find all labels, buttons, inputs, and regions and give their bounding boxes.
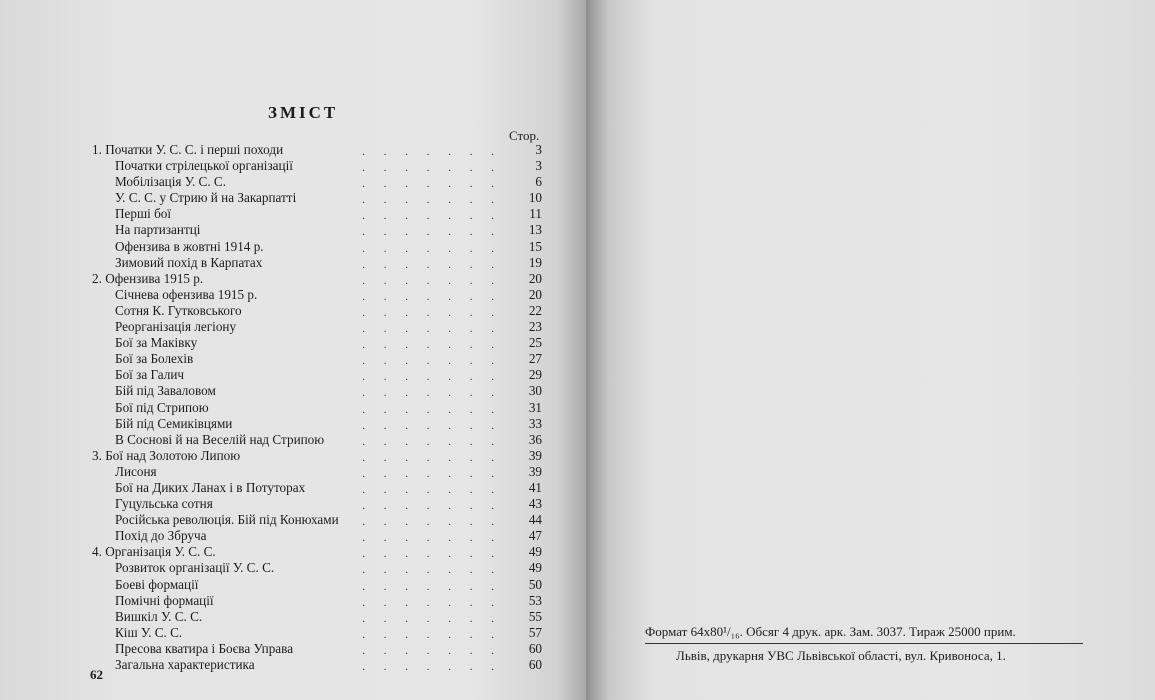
toc-entry (92, 335, 542, 351)
toc-entry (92, 641, 542, 657)
leader-dots: . . . . . . . (362, 146, 502, 158)
toc-entry-page: 30 (528, 383, 542, 399)
toc-entry (92, 271, 542, 287)
toc-entry-page: 55 (528, 608, 542, 624)
leader-dots: . . . . . . . (362, 194, 502, 207)
toc-entry-page: 3 (535, 142, 542, 157)
leader-dots: . . . . . . . (362, 387, 502, 400)
toc-entry (92, 190, 542, 206)
leader-dots: . . . . . . . (362, 274, 502, 287)
leader-dots: . . . . . . . (362, 162, 502, 175)
toc-entry-title: 1. Початки У. С. С. і перші походи (92, 142, 284, 157)
toc-entry-title: Загальна характеристика (115, 657, 255, 672)
leader-dots: . . . . . . . (362, 419, 502, 432)
toc-entry-title: Розвиток організації У. С. С. (115, 560, 275, 576)
toc-entry-title: У. С. С. у Стрию й на Закарпатті (115, 190, 297, 206)
toc-entry-title: В Соснові й на Веселій над Стрипою (115, 431, 325, 447)
toc-entry-page: 22 (528, 302, 542, 318)
toc-entry (92, 303, 542, 319)
toc-entry-page: 39 (528, 463, 542, 479)
toc-entry-page: 49 (528, 544, 542, 560)
toc-entry-page: 10 (528, 190, 542, 206)
toc-entry-title: Початки стрілецької організації (115, 158, 293, 174)
leader-dots: . . . . . . . (362, 242, 502, 255)
toc-entry-page: 20 (528, 270, 542, 286)
toc-entry (92, 319, 542, 335)
leader-dots: . . . . . . . (362, 532, 502, 545)
leader-dots: . . . . . . . (362, 612, 502, 625)
toc-entry-title: Бої на Диких Ланах і в Потуторах (115, 479, 306, 495)
toc-entry-page: 6 (535, 174, 542, 190)
leader-dots: . . . . . . . (362, 628, 502, 641)
toc-entry-title: 2. Офензива 1915 р. (92, 270, 204, 286)
toc-entry (92, 400, 542, 416)
toc-entry (92, 496, 542, 512)
leader-dots: . . . . . . . (362, 306, 502, 319)
toc-entry (92, 432, 542, 448)
toc-entry (92, 222, 542, 238)
leader-dots: . . . . . . . (362, 290, 502, 303)
toc-entry-title: Бій під Заваловом (115, 383, 216, 399)
toc-entry-page: 19 (528, 254, 542, 270)
leader-dots: . . . . . . . (362, 339, 502, 352)
toc-entry (92, 593, 542, 609)
toc-entry (92, 480, 542, 496)
toc-entry-title: Сотня К. Гутковського (115, 302, 242, 318)
leader-dots: . . . . . . . (362, 500, 502, 513)
leader-dots: . . . . . . . (362, 596, 502, 609)
leader-dots: . . . . . . . (362, 548, 502, 561)
imprint-printer-line: Львів, друкарня УВС Львівської області, вул. Кривоноса, 1. (676, 648, 1006, 663)
toc-entry (92, 577, 542, 593)
toc-entry-page: 60 (528, 640, 542, 656)
toc-entry (92, 206, 542, 222)
toc-entry-page: 50 (528, 576, 542, 592)
toc-entry-title: Офензива в жовтні 1914 р. (115, 238, 264, 254)
imprint-divider (645, 643, 1083, 644)
toc-entry-title: 4. Організація У. С. С. (92, 544, 216, 560)
toc-entry-title: Бої під Стрипою (115, 399, 209, 415)
leader-dots: . . . . . . . (362, 516, 502, 529)
toc-entry (92, 448, 542, 464)
toc-entry-title: Реорганізація легіону (115, 319, 237, 335)
toc-title: ЗМІСТ (268, 103, 339, 122)
leader-dots: . . . . . . . (362, 467, 502, 480)
leader-dots: . . . . . . . (362, 435, 502, 448)
toc-entry-page: 47 (528, 528, 542, 544)
toc-entry-title: Бій під Семиківцями (115, 415, 233, 431)
toc-entry (92, 528, 542, 544)
toc-entry (92, 416, 542, 432)
leader-dots: . . . . . . . (362, 661, 502, 673)
toc-entry (92, 174, 542, 190)
toc-entry-page: 33 (528, 415, 542, 431)
toc-entry (92, 544, 542, 560)
right-page (586, 0, 1155, 700)
toc-entry-title: Зимовий похід в Карпатах (115, 254, 263, 270)
leader-dots: . . . . . . . (362, 258, 502, 271)
toc-entry (92, 512, 542, 528)
leader-dots: . . . . . . . (362, 355, 502, 368)
toc-entry (92, 287, 542, 303)
toc-entry-page: 31 (528, 399, 542, 415)
toc-entry (92, 464, 542, 480)
toc-entry (92, 142, 542, 158)
toc-entry-page: 23 (528, 319, 542, 335)
toc-entry-page: 3 (535, 158, 542, 174)
toc-entry-title: Кіш У. С. С. (115, 624, 183, 640)
toc-entry-page: 27 (528, 351, 542, 367)
toc-entry-title: Гуцульська сотня (115, 496, 213, 512)
toc-entry-title: Бої за Маківку (115, 335, 198, 351)
toc-entry-page: 44 (528, 512, 542, 528)
toc-entry-page: 39 (528, 447, 542, 463)
toc-entry (92, 657, 542, 673)
toc-entry (92, 158, 542, 174)
toc-entry-page: 49 (528, 560, 542, 576)
toc-entry (92, 625, 542, 641)
toc-entry-page: 20 (528, 286, 542, 302)
toc-entry-title: Вишкіл У. С. С. (115, 608, 203, 624)
toc-entry (92, 383, 542, 399)
toc-entry-page: 41 (528, 479, 542, 495)
leader-dots: . . . . . . . (362, 323, 502, 336)
toc-entry-title: Похід до Збруча (115, 528, 207, 544)
toc-entry-title: На партизантці (115, 222, 201, 238)
toc-entry-title: 3. Бої над Золотою Липою (92, 447, 241, 463)
toc-entry-title: Мобілізація У. С. С. (115, 174, 227, 190)
toc-entry-title: Помічні формації (115, 592, 214, 608)
leader-dots: . . . . . . . (362, 580, 502, 593)
toc-entry-page: 60 (528, 657, 542, 672)
toc-entry-title: Бої за Болехів (115, 351, 194, 367)
toc-entry-page: 15 (528, 238, 542, 254)
toc-entry (92, 255, 542, 271)
leader-dots: . . . . . . . (362, 210, 502, 223)
toc-entry (92, 560, 542, 576)
toc-entry-title: Пресова кватира і Боєва Управа (115, 640, 294, 656)
toc-entry-page: 13 (528, 222, 542, 238)
toc-entry-page: 57 (528, 624, 542, 640)
toc-entry (92, 367, 542, 383)
page-number: 62 (90, 667, 103, 682)
toc-entry-page: 11 (529, 206, 542, 222)
imprint-format-line: Формат 64х80¹/₁₆. Обсяг 4 друк. арк. Зам. 3037. Тираж 25000 прим. (645, 624, 1016, 639)
leader-dots: . . . . . . . (362, 564, 502, 577)
toc-entry-page: 43 (528, 496, 542, 512)
toc-entry-page: 53 (528, 592, 542, 608)
toc-entry-title: Російська революція. Бій під Конюхами (115, 512, 339, 528)
toc-entry (92, 239, 542, 255)
toc-entry (92, 609, 542, 625)
leader-dots: . . . . . . . (362, 483, 502, 496)
leader-dots: . . . . . . . (362, 403, 502, 416)
toc-entry-title: Перші бої (115, 206, 172, 222)
toc-entry-page: 36 (528, 431, 542, 447)
leader-dots: . . . . . . . (362, 226, 502, 239)
leader-dots: . . . . . . . (362, 371, 502, 384)
leader-dots: . . . . . . . (362, 178, 502, 191)
toc-entry-page: 29 (528, 367, 542, 383)
toc-entry-title: Січнева офензива 1915 р. (115, 286, 258, 302)
page-column-label: Стор. (509, 128, 540, 143)
leader-dots: . . . . . . . (362, 451, 502, 464)
toc-entry-title: Боеві формації (115, 576, 199, 592)
toc-entry-page: 25 (528, 335, 542, 351)
toc-entry-title: Лисоня (115, 463, 157, 479)
leader-dots: . . . . . . . (362, 644, 502, 657)
toc-entry (92, 351, 542, 367)
table-of-contents (92, 142, 542, 673)
toc-entry-title: Бої за Галич (115, 367, 185, 383)
